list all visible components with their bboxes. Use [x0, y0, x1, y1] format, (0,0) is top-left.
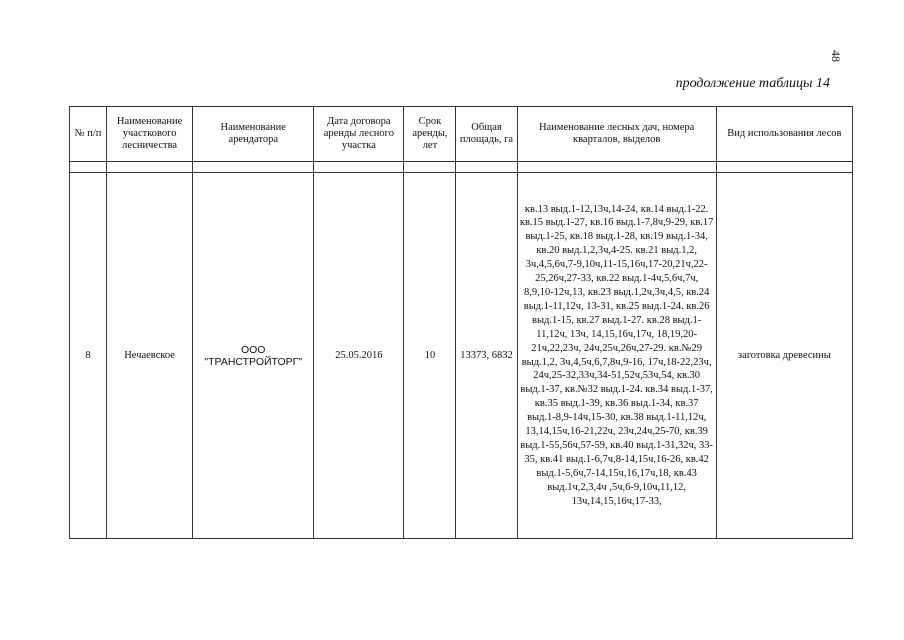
table-header-row [70, 107, 853, 162]
header-plots: Наименование лесных дач, номера кварталов, выделов [517, 107, 716, 162]
cell-use-type: заготовка древесины [716, 173, 852, 539]
cell-term: 10 [404, 173, 456, 539]
header-forestry: Наименование участкового лесничества [107, 107, 193, 162]
table-spacer-row [70, 162, 853, 173]
table-continuation-label: продолжение таблицы 14 [675, 76, 830, 91]
table-row [70, 173, 853, 539]
header-use-type: Вид использования лесов [716, 107, 852, 162]
cell-number: 8 [70, 173, 107, 539]
cell-forestry: Нечаевское [107, 173, 193, 539]
page-number: 48 [829, 50, 843, 62]
header-number: № п/п [70, 107, 107, 162]
forest-lease-table [69, 106, 853, 539]
header-term: Срок аренды, лет [404, 107, 456, 162]
cell-area: 13373, 6832 [456, 173, 517, 539]
cell-tenant: ООО "ТРАНСТРОЙТОРГ" [193, 173, 314, 539]
cell-contract-date: 25.05.2016 [314, 173, 404, 539]
header-tenant: Наименование арендатора [193, 107, 314, 162]
cell-plots: кв.13 выд.1-12,13ч,14-24, кв.14 выд.1-22. кв.15 выд.1-27, кв.16 выд.1-7,8ч,9-29, кв.17 выд.1-25, кв.18 выд.1-28, кв.19 выд.1-34, кв.20 выд.1,2,3ч,4-25. кв.21 выд.1,2, 3ч,4,5,6ч,7-9,10ч,11-15,16ч,17-20,21ч,22-25,26ч,27-33, кв.22 выд.1-4ч,5,6ч,7ч, 8,9,10-12ч,13, кв.23 выд.1,2ч,3ч,4,5, кв.24 выд.1-11,12ч, 13-31, кв.25 выд.1-24. кв.26 выд.1-15, кв.27 выд.1-27. кв.28 выд.1-11,12ч, 13ч, 14,15,16ч,17ч, 18,19,20-21ч,22,23ч, 24ч,25ч,26ч,27-29. кв.№29 выд.1,2, 3ч,4,5ч,6,7,8ч,9-16, 17ч,18-22,23ч, 24ч,25-32,33ч,34-51,52ч,53ч,54, кв.30 выд.1-37, кв.№32 выд.1-24. кв.34 выд.1-37, кв.35 выд.1-39, кв.36 выд.1-34, кв.37 выд.1-8,9-14ч,15-30, кв.38 выд.1-11,12ч, 13,14,15ч,16-21,22ч, 23ч,24ч,25-70, кв.39 выд.1-55,56ч,57-59, кв.40 выд.1-31,32ч, 33-35, кв.41 выд.1-6,7ч,8-14,15ч,16-26, кв.42 выд.1-5,6ч,7-14,15ч,16,17ч,18, кв.43 выд.1ч,2,3,4ч ,5ч,6-9,10ч,11,12, 13ч,14,15,16ч,17-33, [517, 173, 716, 539]
header-area: Общая площадь, га [456, 107, 517, 162]
header-contract-date: Дата договора аренды лесного участка [314, 107, 404, 162]
